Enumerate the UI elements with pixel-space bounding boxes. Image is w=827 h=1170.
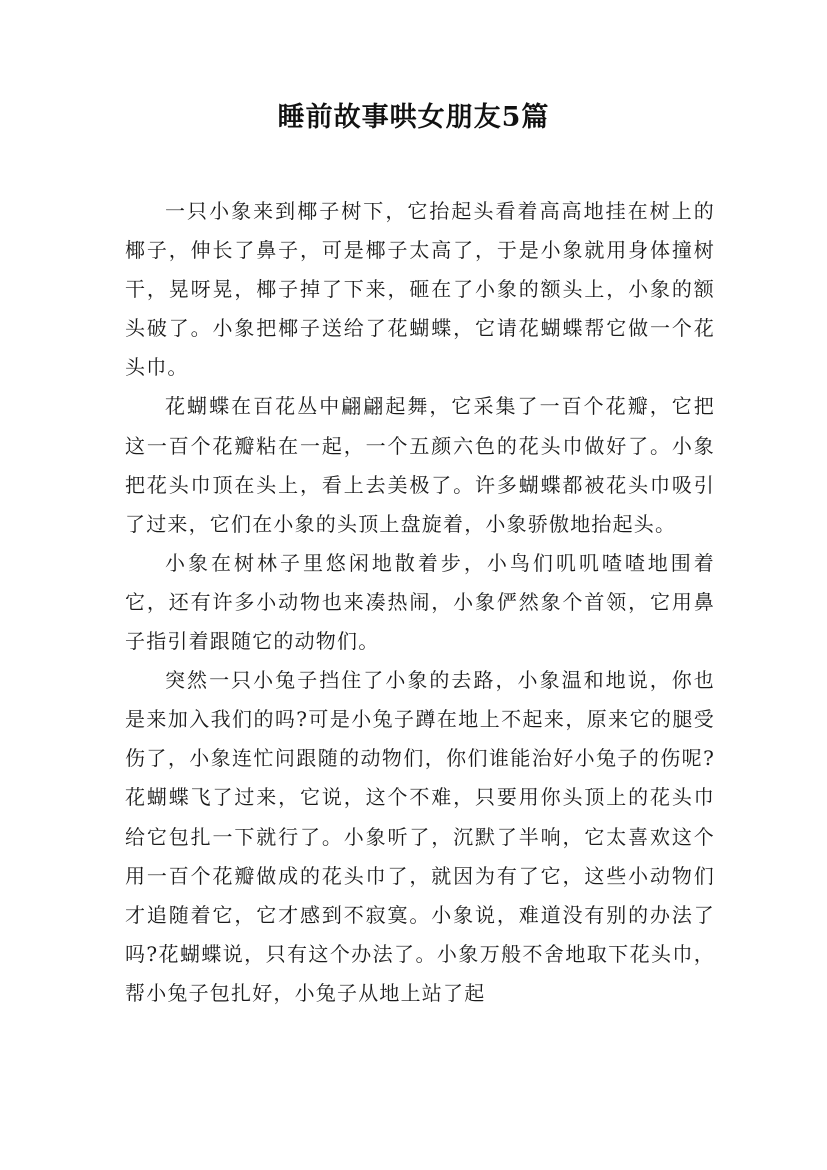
paragraph-1: 一只小象来到椰子树下，它抬起头看着高高地挂在树上的椰子，伸长了鼻子，可是椰子太高了，于是小象就用身体撞树干，晃呀晃，椰子掉了下来，砸在了小象的额头上，小象的额头破了。小象把椰子送给了花蝴蝶，它请花蝴蝶帮它做一个花头巾。 [125, 199, 715, 380]
paragraph-3: 小象在树林子里悠闲地散着步，小鸟们叽叽喳喳地围着它，还有许多小动物也来凑热闹，小象俨然象个首领，它用鼻子指引着跟随它的动物们。 [125, 550, 715, 654]
document-body [125, 192, 715, 1013]
paragraph-4: 突然一只小兔子挡住了小象的去路，小象温和地说，你也是来加入我们的吗?可是小兔子蹲在地上不起来，原来它的腿受伤了，小象连忙问跟随的动物们，你们谁能治好小兔子的伤呢?花蝴蝶飞了过来，它说，这个不难，只要用你头顶上的花头巾给它包扎一下就行了。小象听了，沉默了半响，它太喜欢这个用一百个花瓣做成的花头巾了，就因为有了它，这些小动物们才追随着它，它才感到不寂寞。小象说，难道没有别的办法了吗?花蝴蝶说，只有这个办法了。小象万般不舍地取下花头巾，帮小兔子包扎好，小兔子从地上站了起 [125, 668, 715, 1005]
document-title: 睡前故事哄女朋友5篇 [277, 102, 550, 133]
paragraph-2: 花蝴蝶在百花丛中翩翩起舞，它采集了一百个花瓣，它把这一百个花瓣粘在一起，一个五颜六色的花头巾做好了。小象把花头巾顶在头上，看上去美极了。许多蝴蝶都被花头巾吸引了过来，它们在小象的头顶上盘旋着，小象骄傲地抬起头。 [125, 394, 715, 536]
